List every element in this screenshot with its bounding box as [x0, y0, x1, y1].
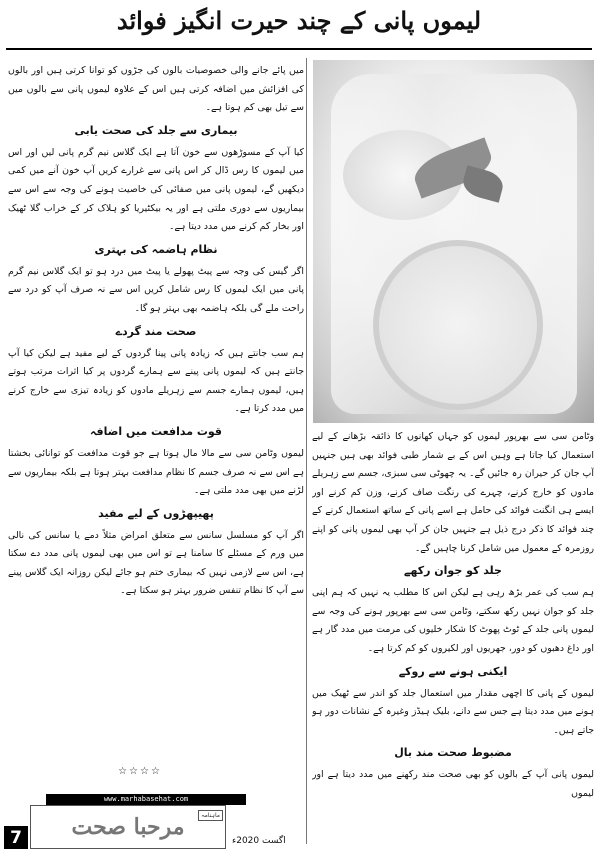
section-body-skin-recovery: کیا آپ کے مسوڑھوں سے خون آتا ہے ایک گلاس نیم گرم پانی لیں اور اس میں لیموں کا رس ڈال کر اس پانی سے غرارے کریں آپ خون آنے میں کمی دیکھیں گے، لیموں پانی میں صفائی کی خاصیت ہونے کی وجہ سے اس سے بیماریوں سے دوری ملتی ہے اور یہ بیکٹیریا کو ہلاک کر کے خراب گلا ٹھیک اور بخار کم کرنے میں مدد دیتا ہے۔ [8, 146, 304, 233]
section-body-hair: لیموں پانی آپ کے بالوں کو بھی صحت مند رکھنے میں مدد دیتا ہے اور لیموں [312, 769, 594, 799]
monthly-badge: ماہنامہ [198, 810, 223, 821]
section-body-digestion: اگر گیس کی وجہ سے پیٹ پھولے یا پیٹ میں درد ہو تو ایک گلاس نیم گرم پانی میں ایک لیموں کا رس شامل کریں اس سے نہ صرف آپ کو درد سے راحت ملے گی بلکہ ہاضمہ بھی بہتر ہو گا۔ [8, 265, 304, 314]
section-body-immunity: لیموں وٹامن سی سے مالا مال ہوتا ہے جو قوت مدافعت کو توانائی بخشتا ہے اس سے نہ صرف جسم کا نظام مدافعت بہتر ہوتا ہے بلکہ بیماریوں سے لڑنے میں بھی مدد ملتی ہے۔ [8, 447, 304, 497]
section-heading-lungs: پھیپھڑوں کے لیے مفید [98, 506, 214, 520]
section-body-lungs: اگر آپ کو مسلسل سانس سے متعلق امراض مثلاً دمے یا سانس کی نالی میں ورم کے مسئلے کا سامنا ہے تو اس میں بھی لیموں پانی مدد دے سکتا ہے، اس سے لازمی نہیں کہ بیماری ختم ہو جائے لیکن روزانہ ایک گلاس پینے سے آپ کا نظام تنفس ضرور بہتر ہو سکتا ہے۔ [8, 529, 304, 597]
right-column [312, 428, 594, 844]
section-body-kidneys: ہم سب جانتے ہیں کہ زیادہ پانی پینا گردوں کے لیے مفید ہے لیکن کیا آپ جانتے ہیں کہ لیموں پانی پینے سے ہمارے گردوں پر کیا اثرات مرتب ہوتے ہیں، لیموں ہمارے جسم سے زہریلے مادوں کو زیادہ تیزی سے خارج کرنے میں مدد کرتا ہے۔ [8, 347, 304, 415]
end-stars: ☆☆☆☆ [118, 766, 162, 777]
magazine-footer [0, 780, 306, 849]
section-heading-immunity: قوت مدافعت میں اضافہ [89, 424, 222, 438]
left-column [8, 62, 304, 752]
section-heading-hair: مضبوط صحت مند بال [394, 746, 512, 760]
article-title: لیموں پانی کے چند حیرت انگیز فوائد [116, 6, 482, 35]
section-heading-digestion: نظام ہاضمہ کی بہتری [94, 242, 218, 256]
right-intro-paragraph: وٹامن سی سے بھرپور لیموں کو جہاں کھانوں کا ذائقہ بڑھانے کے لیے استعمال کیا جاتا ہے وہیں اس کے بے شمار طبی فوائد بھی ہیں جنہیں آپ جان کر حیران رہ جائیں گے۔ یہ چھوٹی سی سبزی، جسم سے زہریلے مادوں کو خارج کرنے، چہرے کی رنگت صاف کرنے، وزن کم کرنے اور ایسے ہی انگنت فوائد کی حامل ہے اسے پانی کے ساتھ استعمال کرنے کے چند فوائد کا ذکر درج ذیل ہے جنہیں جان کر آپ بھی لیموں پانی کو اپنے روزمرہ کے معمول میں شامل کرنا چاہیں گے۔ [312, 431, 594, 554]
lemon-slice-main [373, 240, 543, 410]
section-heading-kidneys: صحت مند گردے [115, 324, 197, 338]
page-number: 7 [4, 826, 28, 849]
article-header [0, 0, 598, 54]
section-heading-acne: ایکنی ہونے سے روکے [398, 664, 508, 678]
header-rule [6, 48, 592, 50]
section-heading-young-skin: جلد کو جوان رکھے [404, 564, 502, 578]
section-heading-skin-recovery: بیماری سے جلد کی صحت یابی [74, 123, 238, 137]
section-body-acne: لیموں کے پانی کا اچھی مقدار میں استعمال جلد کو اندر سے ٹھیک میں ہونے میں مدد دیتا ہے جس سے دانے، بلیک ہیڈز وغیرہ کے نشانات دور ہو جاتے ہیں۔ [312, 687, 594, 736]
website-url: www.marhabasehat.com [46, 794, 246, 805]
magazine-logo-box [30, 805, 226, 849]
section-body-young-skin: ہم سب کی عمر بڑھ رہی ہے لیکن اس کا مطلب یہ نہیں کہ ہم اپنی جلد کو جوان نہیں رکھ سکتے، وٹامن سی سے بھرپور ہونے کی وجہ سے لیموں پانی جلد کے ٹوٹ پھوٹ کا شکار خلیوں کی مرمت میں مدد گار ہے اور داغ دھبوں کو دور، جھریوں اور لکیروں کو کم کرتا ہے۔ [312, 587, 594, 654]
issue-date: اگست 2020ء [232, 836, 286, 846]
lemon-water-photo [313, 60, 594, 423]
magazine-logo: مرحبا صحت [71, 814, 185, 840]
left-intro-paragraph: میں پائے جانے والی خصوصیات بالوں کی جڑوں کو توانا کرتی ہیں اور بالوں کی افزائش میں اضافہ کرتی ہیں اس کے علاوہ لیموں پانی سے بالوں میں سے تیل بھی کم ہوتا ہے۔ [8, 65, 304, 114]
column-divider [306, 58, 307, 844]
